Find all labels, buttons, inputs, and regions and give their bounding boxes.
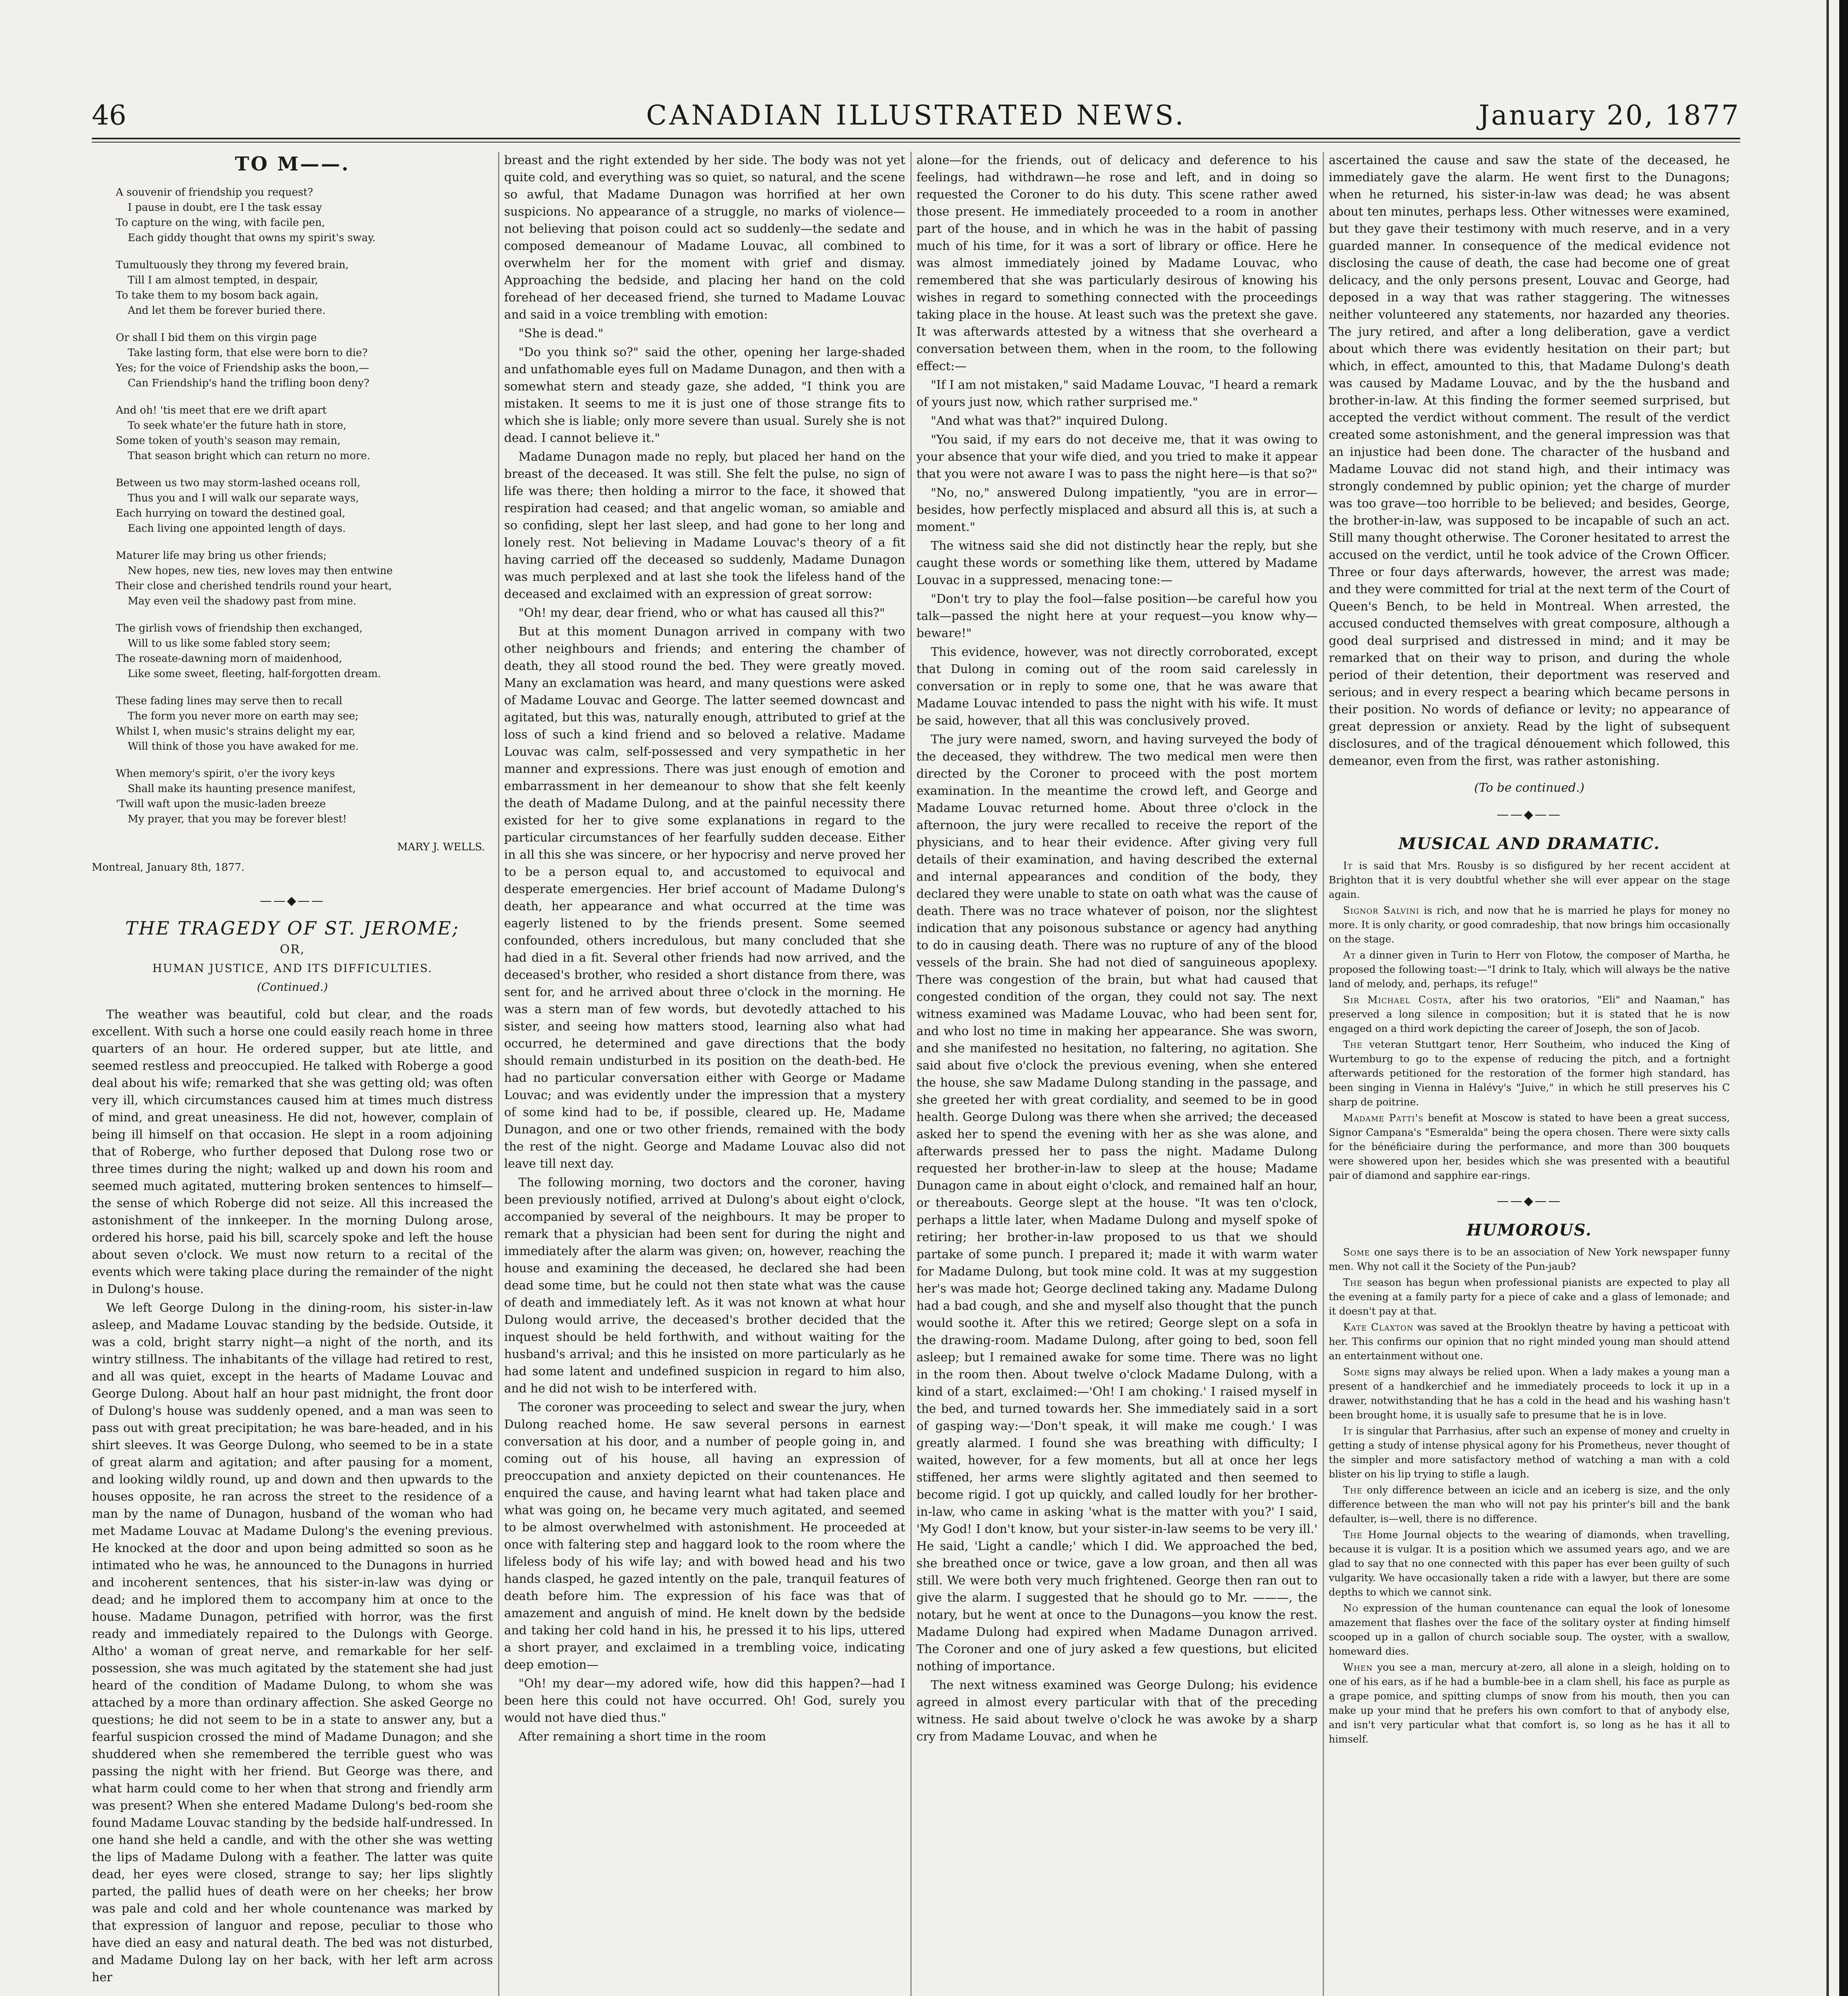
story-column-3 bbox=[916, 152, 1318, 1745]
poem-line: That season bright which can return no more. bbox=[128, 450, 370, 462]
poem-line: And let them be forever buried there. bbox=[128, 305, 326, 317]
page-number: 46 bbox=[92, 100, 127, 131]
poem-stanza bbox=[116, 257, 493, 318]
musical-item bbox=[1329, 1111, 1730, 1183]
poem-line: Some token of youth's season may remain, bbox=[116, 435, 341, 447]
column-1 bbox=[92, 152, 493, 1996]
story-paragraph: The jury were named, sworn, and having surveyed the body of the deceased, they withdrew. The two medical men were then directed by the Coroner to proceed with the post mortem examination. In the meantime the crowd left, and George and Madame Louvac returned home. About three o'clock in the afternoon, the jury were recalled to receive the report of the physicians, and to hear their evidence. After giving very full details of their examination, and having described the external and internal appearances and condition of the body, they declared they were unable to state on oath what was the cause of death. There was no trace whatever of poison, nor the slightest indication that any poisonous substance or agency had anything to do in causing death. There was no rupture of any of the blood vessels of the brain. She had not died of sanguineous apoplexy. There was congestion of the brain, but what had caused that congested condition of the organ, they could not say. The next witness examined was Madame Louvac, who had been sent for, and who lost no time in making her appearance. She was sworn, and she manifested no hesitation, no faltering, no agitation. She said about five o'clock the previous evening, when she entered the house, she saw Madame Dulong standing in the passage, and she greeted her with great cordiality, and seemed to be in good health. George Dulong was there when she arrived; the deceased asked her to spend the evening with her as she was alone, and afterwards pressed her to pass the night. Madame Dulong requested her brother-in-law to sleep at the house; Madame Dunagon came in about eight o'clock, and remained half an hour, or thereabouts. George slept at the house. "It was ten o'clock, perhaps a little later, when Madame Dulong and myself spoke of retiring; her brother-in-law proposed to us that we should partake of some punch. I prepared it; made it with warm water for Madame Dulong, but took mine cold. It was at my suggestion her's was made hot; George declined taking any. Madame Dulong had a bad cough, and she and myself also thought that the punch would soothe it. After this we retired; George slept on a sofa in the drawing-room. Madame Dulong, after going to bed, soon fell asleep; but I remained awake for some time. There was no light in the room then. About twelve o'clock Madame Dulong, with a kind of a start, exclaimed:—'Oh! I am choking.' I raised myself in the bed, and turned towards her. She immediately said in a sort of gasping way:—'Don't speak, it will make me cough.' I was greatly alarmed. I found she was breathing with difficulty; I waited, however, for a few moments, but all at once her legs stiffened, her arms were slightly agitated and then seemed to become rigid. I got up quickly, and called loudly for her brother-in-law, who came in asking 'what is the matter with you?' I said, 'My God! I don't know, but your sister-in-law seems to be very ill.' He said, 'Light a candle;' which I did. We approached the bed, she breathed once or twice, gave a low groan, and then all was still. We were both very much frightened. George then ran out to give the alarm. I suggested that he should go to Mr. ———, the notary, but he went at once to the Dunagons—you know the rest. Madame Dulong had expired when Madame Dunagon arrived. The Coroner and one of jury asked a few questions, but elicited nothing of importance. bbox=[916, 733, 1318, 1673]
humorous-item bbox=[1329, 1528, 1730, 1600]
musical-item bbox=[1329, 993, 1730, 1036]
poem-line: Till I am almost tempted, in despair, bbox=[128, 274, 318, 286]
page-edge-bar-thin bbox=[1826, 0, 1829, 1996]
story-paragraph: After remaining a short time in the room bbox=[518, 1730, 766, 1744]
humorous-item bbox=[1329, 1601, 1730, 1659]
poem-line: I pause in doubt, ere I the task essay bbox=[128, 202, 322, 214]
poem-place-date: Montreal, January 8th, 1877. bbox=[92, 861, 245, 873]
poem-line: Will think of those you have awaked for me. bbox=[128, 741, 359, 752]
humorous-item-text: expression of the human countenance can equal the look of lonesome amazement that flashes over the face of the solitary oyster at finding himself scooped up in a gallon of church sociable soup. The oyster, with a swallow, homeward dies. bbox=[1329, 1602, 1730, 1657]
musical-item bbox=[1329, 859, 1730, 902]
ornament-divider: ——◆—— bbox=[1496, 808, 1562, 822]
poem-stanza bbox=[116, 185, 493, 246]
poem-line: Take lasting form, that else were born to die? bbox=[128, 347, 368, 359]
story-paragraph: But at this moment Dunagon arrived in company with two other neighbours and friends; and entering the chamber of death, they all stood round the bed. They were greatly moved. Many an exclamation was heard, and many questions were asked of Madame Louvac and George. The latter seemed downcast and agitated, but this was, naturally enough, attributed to grief at the loss of such a kind friend and so beloved a relative. Madame Louvac was calm, self-possessed and very sympathetic in her manner and expressions. There was just enough of emotion and embarrassment in her demeanour to show that she felt keenly the death of Madame Dulong, and at the painful necessity there existed for her to give some explanations in regard to the particular circumstances of her fearfully sudden decease. Either in all this she was sincere, or her hypocrisy and nerve proved her to be a person equal to, and accustomed to equivocal and desperate emergencies. Her brief account of Madame Dulong's death, her appearance and what occurred at the time was eagerly listened to by the friends present. Some seemed confounded, others incredulous, but many concluded that she had died in a fit. Several other friends had now arrived, and the deceased's brother, who resided a short distance from there, was sent for, and he arrived about three o'clock in the morning. He was a stern man of few words, but devotedly attached to his sister, and seeing how matters stood, learning also what had occurred, he determined and gave directions that the body should remain undisturbed in its position on the death-bed. He had no particular conversation either with George or Madame Louvac; and was evidently under the impression that a mystery of some kind had to be, if possible, cleared up. He, Madame Dunagon, and one or two other friends, remained with the body the rest of the night. George and Madame Louvac also did not leave till next day. bbox=[504, 625, 905, 1171]
column-divider bbox=[498, 152, 499, 1996]
story-paragraph: alone—for the friends, out of delicacy and deference to his feelings, had withdrawn—he rose and left, and in doing so requested the Coroner to do his duty. This scene rather awed those present. He immediately proceeded to a room in another part of the house, and in which he was in the habit of passing much of his time, for it was a sort of library or office. Here he was almost immediately joined by Madame Louvac, who remembered that she was particularly desirous of knowing his wishes in regard to something connected with the proceedings taking place in the house. At least such was the pretext she gave. It was afterwards attested by a witness that she overheard a conversation between them, when in the room, to the following effect:— bbox=[916, 153, 1318, 373]
poem-line: Can Friendship's hand the trifling boon deny? bbox=[128, 377, 370, 389]
humorous-item-text: one says there is to be an association of New York newspaper funny men. Why not call it the Society of the Pun-jaub? bbox=[1329, 1246, 1730, 1272]
humorous-item-text: signs may always be relied upon. When a lady makes a young man a present of a handkerchief and he immediately proceeds to lock it up in a drawer, notwithstanding that he has a cold in the head and his washing hasn't been brought home, it is usually safe to presume that he is in love. bbox=[1329, 1366, 1730, 1421]
humorous-items bbox=[1329, 1245, 1730, 1746]
humorous-item-lead: Some bbox=[1343, 1246, 1370, 1258]
poem-line: Or shall I bid them on this virgin page bbox=[116, 332, 317, 344]
humorous-item-lead: No bbox=[1343, 1602, 1359, 1614]
column-4 bbox=[1329, 152, 1730, 1996]
ornament-divider: ——◆—— bbox=[259, 894, 325, 908]
story-subtitle: HUMAN JUSTICE, AND ITS DIFFICULTIES. bbox=[152, 962, 433, 975]
humorous-item-lead: When bbox=[1343, 1661, 1373, 1673]
humorous-item bbox=[1329, 1424, 1730, 1481]
musical-item-text: veteran Stuttgart tenor, Herr Southeim, who induced the King of Wurtemburg to go to the expense of reducing the pitch, and a fortnight afterwards petitioned for the restoration of the former high standard, has been singing in Vienna in Halévy's "Juive," in which he still preserves his C sharp de poitrine. bbox=[1329, 1039, 1730, 1108]
musical-item-text: is rich, and now that he is married he plays for money no more. It is only charity, or good comradeship, that now brings him occasionally on the stage. bbox=[1329, 905, 1730, 945]
humorous-item-text: was saved at the Brooklyn theatre by having a petticoat with her. This confirms our opinion that no right minded young man should attend an entertainment without one. bbox=[1329, 1321, 1730, 1362]
story-continued: (Continued.) bbox=[257, 980, 328, 994]
humorous-item-lead: Kate Claxton bbox=[1343, 1321, 1414, 1333]
poem-stanza bbox=[116, 693, 493, 754]
musical-item-text: after his two oratorios, "Eli" and Naaman," has preserved a long silence in composition; but it is stated that he is now engaged on a third work depicting the career of Joseph, the son of Jacob. bbox=[1329, 994, 1730, 1034]
story-paragraph: We left George Dulong in the dining-room, his sister-in-law asleep, and Madame Louvac standing by the bedside. Outside, it was a cold, bright starry night—a night of the north, and its wintry stillness. The inhabitants of the village had retired to rest, and all was quiet, except in the hearts of Madame Louvac and George Dulong. About half an hour past midnight, the front door of Dulong's house was suddenly opened, and a man was seen to pass out with great precipitation; he was bare-headed, and in his shirt sleeves. It was George Dulong, who seemed to be in a state of great alarm and agitation; and after pausing for a moment, and looking wildly round, up and down and then upwards to the houses opposite, he ran across the street to the residence of a man by the name of Dunagon, husband of the woman who had met Madame Louvac at Madame Dulong's the evening previous. He knocked at the door and upon being admitted so soon as he intimated who he was, he announced to the Dunagons in hurried and incoherent sentences, that his sister-in-law was dying or dead; and he implored them to accompany him at once to the house. Madame Dunagon, petrified with horror, was the first ready and immediately repaired to the Dulongs with George. Altho' a woman of great nerve, and remarkable for her self-possession, she was much agitated by the statement she had just heard of the condition of Madame Dulong, to whom she was attached by a more than ordinary affection. She asked George no questions; he did not seem to be in a state to answer any, but a fearful suspicion crossed the mind of Madame Dunagon; and she shuddered when she remembered the terrible guest who was passing the night with her friend. But George was there, and what harm could come to her when that strong and friendly arm was present? When she entered Madame Dulong's bed-room she found Madame Louvac standing by the bedside half-undressed. In one hand she held a candle, and with the other she was wetting the lips of Madame Dulong with a feather. The latter was quite dead, her eyes were closed, strange to say; her lips slightly parted, the pallid hues of death were on her cheeks; her brow was pale and cold and her whole countenance was marked by that expression of languor and repose, peculiar to those who have died an easy and natural death. The bed was not disturbed, and Madame Dulong lay on her back, with her left arm across her bbox=[92, 1301, 493, 1984]
story-paragraph: This evidence, however, was not directly corroborated, except that Dulong in coming out of the room said carelessly in conversation or in reply to some one, that he was aware that Madame Louvac intended to pass the night with his wife. It must be said, however, that all this was conclusively proved. bbox=[916, 645, 1318, 728]
humorous-item-lead: The bbox=[1343, 1529, 1363, 1541]
humorous-item bbox=[1329, 1320, 1730, 1363]
musical-item bbox=[1329, 903, 1730, 947]
poem-line: When memory's spirit, o'er the ivory keys bbox=[116, 768, 335, 780]
humorous-item bbox=[1329, 1483, 1730, 1526]
poem-line: To capture on the wing, with facile pen, bbox=[116, 217, 325, 229]
story-title: THE TRAGEDY OF ST. JEROME; bbox=[125, 917, 460, 939]
poem-line: Tumultuously they throng my fevered brain, bbox=[116, 259, 349, 271]
story-column-1 bbox=[92, 1006, 493, 1986]
humorous-item-text: you see a man, mercury at-zero, all alone in a sleigh, holding on to one of his ears, as if he had a bumble-bee in a clam shell, his face as purple as a grape pomice, and spitting clumps of snow from his mouth, then you can make up your mind that he prefers his own comfort to that of anybody else, and isn't very particular what that comfort is, so long as he has it all to himself. bbox=[1329, 1661, 1730, 1745]
musical-item-text: benefit at Moscow is stated to have been a great success, Signor Campana's "Esmeralda" being the opera chosen. There were sixty calls for the bénéficiaire during the performance, and more than 300 bouquets were showered upon her, besides which she was presented with a beautiful pair of diamond and sapphire ear-rings. bbox=[1329, 1112, 1730, 1181]
poem-stanza bbox=[116, 330, 493, 391]
story-paragraph: "Don't try to play the fool—false position—be careful how you talk—passed the night here at your request—you know why—beware!" bbox=[916, 592, 1318, 640]
humorous-item-text: Home Journal objects to the wearing of diamonds, when travelling, because it is vulgar. It is a position which we assumed years ago, and we are glad to say that no one connected with this paper has ever been guilty of such vulgarity. We have occasionally taken a ride with a lawyer, but there are some depths to which we cannot sink. bbox=[1329, 1529, 1730, 1598]
story-column-4 bbox=[1329, 152, 1730, 770]
column-3 bbox=[916, 152, 1318, 1996]
poem-line: Between us two may storm-lashed oceans roll, bbox=[116, 477, 361, 489]
musical-item-lead: Sir Michael Costa, bbox=[1343, 994, 1452, 1006]
story-paragraph: "She is dead." bbox=[518, 327, 603, 341]
poem-line: Each hurrying on toward the destined goal, bbox=[116, 507, 346, 519]
ornament-divider: ——◆—— bbox=[1496, 1194, 1562, 1208]
poem-line: The girlish vows of friendship then exchanged, bbox=[116, 622, 363, 634]
poem-line: Maturer life may bring us other friends; bbox=[116, 550, 327, 562]
newspaper-title: CANADIAN ILLUSTRATED NEWS. bbox=[646, 100, 1186, 131]
poem-line: Whilst I, when music's strains delight my ear, bbox=[116, 725, 356, 737]
poem-title: TO M——. bbox=[235, 153, 350, 175]
column-2 bbox=[504, 152, 905, 1996]
poem-body bbox=[92, 185, 493, 827]
column-divider bbox=[910, 152, 912, 1996]
poem-line: These fading lines may serve then to recall bbox=[116, 695, 342, 707]
issue-date: January 20, 1877 bbox=[1478, 100, 1740, 131]
musical-item-lead: At bbox=[1343, 949, 1356, 961]
page-edge-bar bbox=[1839, 0, 1848, 1996]
humorous-item bbox=[1329, 1660, 1730, 1746]
poem-line: The form you never more on earth may see; bbox=[128, 710, 359, 722]
poem-line: Each living one appointed length of days. bbox=[128, 523, 346, 535]
to-be-continued: (To be continued.) bbox=[1474, 781, 1585, 795]
poem-line: Each giddy thought that owns my spirit's sway. bbox=[128, 232, 376, 244]
story-paragraph: The weather was beautiful, cold but clear, and the roads excellent. With such a horse one could easily reach home in three quarters of an hour. He ordered supper, but ate little, and seemed restless and preoccupied. He talked with Roberge a good deal about his wife; remarked that she was getting old; was often very ill, which circumstances caused him at times much distress of mind, and great uneasiness. He did not, however, complain of being ill himself on that occasion. He slept in a room adjoining that of Roberge, who further deposed that Dulong rose two or three times during the night; walked up and down his room and seemed much agitated, muttering broken sentences to himself—the sense of which Roberge did not seize. All this increased the astonishment of the innkeeper. In the morning Dulong arose, ordered his horse, paid his bill, scarcely spoke and left the house about seven o'clock. We must now return to a recital of the events which were taking place during the remainder of the night in Dulong's house. bbox=[92, 1008, 493, 1296]
column-divider bbox=[1323, 152, 1324, 1996]
humorous-item-lead: It bbox=[1343, 1425, 1353, 1437]
musical-items bbox=[1329, 859, 1730, 1183]
masthead-rule-thin bbox=[92, 142, 1740, 143]
story-paragraph: "Oh! my dear—my adored wife, how did this happen?—had I been here this could not have occurred. Oh! God, surely you would not have died thus." bbox=[504, 1677, 905, 1725]
humorous-item bbox=[1329, 1365, 1730, 1422]
humorous-item-lead: Some bbox=[1343, 1366, 1370, 1378]
story-paragraph: breast and the right extended by her side. The body was not yet quite cold, and everything was so quiet, so natural, and the scene so awful, that Madame Dunagon was horrified at her own suspicions. No appearance of a struggle, no marks of violence—not believing that poison could act so suddenly—the sedate and composed demeanour of Madame Louvac, all combined to overwhelm her for the moment with grief and dismay. Approaching the bedside, and placing her hand on the cold forehead of her deceased friend, she turned to Madame Louvac and said in a voice trembling with emotion: bbox=[504, 153, 905, 322]
poem-line: Thus you and I will walk our separate ways, bbox=[128, 492, 359, 504]
poem-line: To take them to my bosom back again, bbox=[116, 289, 319, 301]
humorous-item-text: season has begun when professional pianists are expected to play all the evening at a family party for a piece of cake and a glass of lemonade; and it doesn't pay at that. bbox=[1329, 1277, 1730, 1317]
poem-line: My prayer, that you may be forever blest! bbox=[128, 813, 347, 825]
story-paragraph: "And what was that?" inquired Dulong. bbox=[931, 414, 1168, 428]
musical-item-lead: Madame Patti's bbox=[1343, 1112, 1424, 1124]
poem-stanza bbox=[116, 621, 493, 681]
story-column-2 bbox=[504, 152, 905, 1745]
musical-section-title: MUSICAL AND DRAMATIC. bbox=[1398, 834, 1660, 853]
poem-line: And oh! 'tis meet that ere we drift apart bbox=[116, 404, 327, 416]
poem-stanza bbox=[116, 548, 493, 609]
story-paragraph: "You said, if my ears do not deceive me, that it was owing to your absence that your wife died, and you tried to make it appear that you were not aware I was to pass the night here—is that so?" bbox=[916, 433, 1318, 481]
story-paragraph: "If I am not mistaken," said Madame Louvac, "I heard a remark of yours just now, which rather surprised me." bbox=[916, 378, 1318, 409]
poem-stanza bbox=[116, 403, 493, 463]
musical-item bbox=[1329, 948, 1730, 991]
masthead-rule bbox=[92, 138, 1740, 139]
story-paragraph: "No, no," answered Dulong impatiently, "you are in error—besides, how perfectly misplaced and absurd all this is, at such a moment." bbox=[916, 486, 1318, 534]
masthead bbox=[92, 100, 1740, 148]
story-paragraph: The following morning, two doctors and the coroner, having been previously notified, arrived at Dulong's about eight o'clock, accompanied by several of the neighbours. It may be proper to remark that a physician had been sent for during the night and immediately after the alarm was given; on, however, reaching the house and examining the deceased, he declared she had been dead some time, but he could not then state what was the cause of death and immediately left. As it was not known at what hour Dulong would arrive, the deceased's brother decided that the inquest should be held forthwith, and without waiting for the husband's arrival; and this he insisted on more particularly as he had some latent and undefined suspicion in regard to him also, and he did not wish to be interfered with. bbox=[504, 1176, 905, 1396]
humorous-item-text: is singular that Parrhasius, after such an expense of money and cruelty in getting a study of intense physical agony for his Prometheus, never thought of the simpler and more satisfactory method of watching a man with a cold blister on his lip trying to stifle a laugh. bbox=[1329, 1425, 1730, 1480]
musical-item-lead: Signor Salvini bbox=[1343, 905, 1419, 916]
poem-line: The roseate-dawning morn of maidenhood, bbox=[116, 653, 342, 665]
poem-stanza bbox=[116, 766, 493, 827]
story-paragraph: ascertained the cause and saw the state of the deceased, he immediately gave the alarm. He went first to the Dunagons; when he returned, his sister-in-law was dead; he was absent about ten minutes, perhaps less. Other witnesses were examined, but they gave their testimony with much reserve, and in a very guarded manner. In consequence of the medical evidence not disclosing the cause of death, the case had become one of great delicacy, and the only persons present, Louvac and George, had deposed in a way that was rather staggering. The witnesses neither volunteered any statements, nor hazarded any theories. The jury retired, and after a long deliberation, gave a verdict about which there was evidently hesitation on their part; but which, in effect, amounted to this, that Madame Dulong's death was caused by Madame Louvac, and by the the husband and brother-in-law. At this finding the former seemed surprised, but accepted the verdict without comment. The result of the verdict created some astonishment, and the general impression was that an injustice had been done. The character of the husband and Madame Louvac did not stand high, and their intimacy was strongly condemned by public opinion; yet the charge of murder was too grave—too horrible to be believed; and besides, George, the brother-in-law, was supposed to be incapable of such an act. Still many thought otherwise. The Coroner hesitated to arrest the accused on the verdict, until he took advice of the Crown Officer. Three or four days afterwards, however, the arrest was made; and they were committed for trial at the next term of the Court of Queen's Bench, to be held in Montreal. When arrested, the accused conducted themselves with great composure, although a good deal surprised and distressed in mind; and it may be remarked that on their way to prison, and during the whole period of their detention, their deportment was reserved and serious; and in every respect a bearing which became persons in their position. No words of defiance or levity; no appearance of great depression or anxiety. Read by the light of subsequent disclosures, and of the tragical dénouement which followed, this demeanor, even from the first, was rather astonishing. bbox=[1329, 153, 1730, 768]
poem-line: Shall make its haunting presence manifest, bbox=[128, 783, 356, 795]
poem-line: Their close and cherished tendrils round your heart, bbox=[116, 580, 392, 592]
humorous-item bbox=[1329, 1275, 1730, 1319]
humorous-item bbox=[1329, 1245, 1730, 1274]
musical-item-text: is said that Mrs. Rousby is so disfigured by her recent accident at Brighton that it is very doubtful whether she will ever appear on the stage again. bbox=[1329, 860, 1730, 900]
story-paragraph: "Do you think so?" said the other, opening her large-shaded and unfathomable eyes full on Madame Dunagon, and then with a somewhat stern and steady gaze, she added, "I think you are mistaken. It seems to me it is just one of those strange fits to which she is liable; only more severe than usual. Surely she is not dead. I cannot believe it." bbox=[504, 345, 905, 445]
humorous-item-lead: The bbox=[1343, 1484, 1363, 1496]
musical-item bbox=[1329, 1038, 1730, 1109]
humorous-section-title: HUMOROUS. bbox=[1466, 1221, 1592, 1240]
story-paragraph: The next witness examined was George Dulong; his evidence agreed in almost every particular with that of the preceding witness. He said about twelve o'clock he was awoke by a sharp cry from Madame Louvac, and when he bbox=[916, 1678, 1318, 1744]
story-paragraph: The witness said she did not distinctly hear the reply, but she caught these words or something like them, uttered by Madame Louvac in a suppressed, menacing tone:— bbox=[916, 539, 1318, 587]
poem-line: A souvenir of friendship you request? bbox=[116, 186, 313, 198]
musical-item-lead: The bbox=[1343, 1039, 1363, 1050]
poem-line: Yes; for the voice of Friendship asks the boon,— bbox=[116, 362, 369, 374]
musical-item-text: a dinner given in Turin to Herr von Flotow, the composer of Martha, he proposed the following toast:—"I drink to Italy, which will always be the native land of melody, and, perhaps, its refuge!" bbox=[1329, 949, 1730, 990]
poem-signature: MARY J. WELLS. bbox=[397, 841, 485, 853]
story-paragraph: Madame Dunagon made no reply, but placed her hand on the breast of the deceased. It was still. She felt the pulse, no sign of life was there; then holding a mirror to the face, it showed that respiration had ceased; and that angelic woman, so amiable and so confiding, slept her last sleep, and had gone to her long and lonely rest. Not believing in Madame Louvac's theory of a fit having carried off the deceased so suddenly, Madame Dunagon was much perplexed and at last she took the lifeless hand of the deceased and exclaimed with an expression of great sorrow: bbox=[504, 450, 905, 601]
poem-line: Like some sweet, fleeting, half-forgotten dream. bbox=[128, 668, 381, 680]
story-or: OR, bbox=[280, 943, 305, 956]
musical-item-lead: It bbox=[1343, 860, 1353, 871]
poem-line: May even veil the shadowy past from mine. bbox=[128, 595, 356, 607]
poem-line: Will to us like some fabled story seem; bbox=[128, 638, 331, 649]
humorous-item-lead: The bbox=[1343, 1277, 1363, 1288]
poem-line: To seek whate'er the future hath in store, bbox=[128, 420, 346, 432]
poem-line: New hopes, new ties, new loves may then entwine bbox=[128, 565, 393, 577]
story-paragraph: The coroner was proceeding to select and swear the jury, when Dulong reached home. He saw several persons in earnest conversation at his door, and a number of people going in, and coming out of his house, all having an expression of preoccupation and anxiety depicted on their countenances. He enquired the cause, and having learnt what had taken place and what was going on, he became very much agitated, and seemed to be almost overwhelmed with astonishment. He proceeded at once with faltering step and haggard look to the room where the lifeless body of his wife lay; and with bowed head and his two hands clasped, he gazed intently on the pale, tranquil features of death before him. The expression of his face was that of amazement and anguish of mind. He knelt down by the bedside and taking her cold hand in his, he pressed it to his lips, uttered a short prayer, and exclaimed in a trembling voice, indicating deep emotion— bbox=[504, 1400, 905, 1672]
poem-stanza bbox=[116, 475, 493, 536]
humorous-item-text: only difference between an icicle and an iceberg is size, and the only difference between the man who will not pay his printer's bill and the bank defaulter, is—well, there is no difference. bbox=[1329, 1484, 1730, 1525]
poem-line: 'Twill waft upon the music-laden breeze bbox=[116, 798, 326, 810]
story-paragraph: "Oh! my dear, dear friend, who or what has caused all this?" bbox=[518, 606, 885, 620]
